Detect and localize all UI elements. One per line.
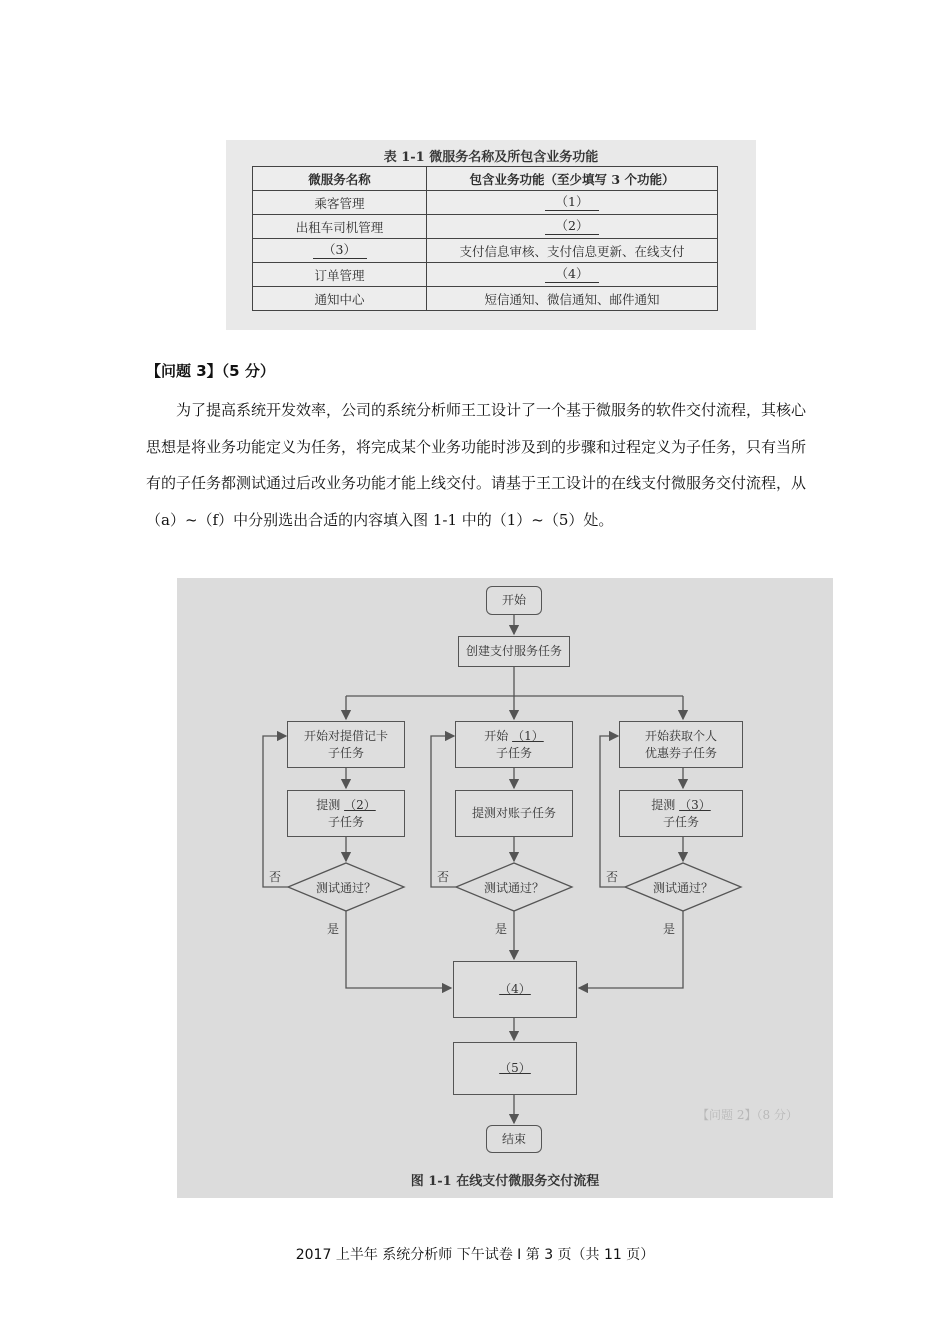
answer-blank: （2） [344, 797, 376, 812]
table-row [253, 287, 718, 311]
flow-col2-no-label: 否 [437, 870, 450, 884]
service-name-cell [253, 215, 427, 239]
service-functions-cell [427, 239, 718, 263]
flow-col2-yes-label: 是 [495, 922, 508, 936]
node-label: 开始对提借记卡 [303, 728, 388, 743]
node-label: 子任务 [662, 814, 699, 829]
table-row [253, 215, 718, 239]
flow-col2-decision-label: 测试通过？ [483, 881, 544, 895]
node-label: 提测对账子任务 [471, 806, 556, 820]
flow-col3-test-node [619, 790, 743, 837]
flow-col1-test-node [287, 790, 405, 837]
table-header-cell: 包含业务功能（至少填写 3 个功能） [427, 167, 718, 191]
service-name: 通知中心 [314, 291, 365, 307]
figure-caption: 图 1-1 在线支付微服务交付流程 [410, 1174, 600, 1189]
service-functions-cell [427, 191, 718, 215]
service-name-cell [253, 191, 427, 215]
answer-blank: （4） [499, 982, 531, 996]
service-functions: 支付信息审核、支付信息更新、在线支付 [459, 243, 685, 259]
question-body: 为了提高系统开发效率，公司的系统分析师王工设计了一个基于微服务的软件交付流程，其核心思想是将业务功能定义为任务，将完成某个业务功能时涉及到的步骤和过程定义为子任务，只有当所有的子任务都测试通过后改业务功能才能上线交付。请基于王工设计的在线支付微服务交付流程，从（a）~（f）中分别选出合适的内容填入图 1-1 中的（1）~（5）处。 [146, 401, 807, 529]
bleed-through-text: 【问题 2】（8 分） [697, 1108, 798, 1122]
table-scan-image [226, 140, 756, 330]
flow-merge-node [453, 961, 577, 1018]
node-label: 子任务 [327, 745, 364, 760]
flow-col1-decision-label: 测试通过？ [315, 881, 376, 895]
service-functions: 短信通知、微信通知、邮件通知 [484, 291, 660, 307]
flow-end-node [486, 1125, 542, 1153]
flow-col3-decision-label: 测试通过？ [652, 881, 713, 895]
flow-col1-no-label: 否 [269, 870, 282, 884]
answer-blank: （2） [545, 218, 599, 235]
table-header-cell: 微服务名称 [253, 167, 427, 191]
flow-col2-test-node [455, 790, 573, 837]
flow-col3-yes-label: 是 [663, 922, 676, 936]
node-label-prefix: 提测 [316, 797, 341, 812]
service-name: 出租车司机管理 [295, 219, 384, 235]
table-row [253, 191, 718, 215]
flow-create-task-node [458, 636, 570, 667]
node-label [316, 797, 375, 814]
flow-col1-start-node [287, 721, 405, 768]
flow-col1-yes-label: 是 [327, 922, 340, 936]
page-footer: 2017 上半年 系统分析师 下午试卷 I 第 3 页（共 11 页） [295, 1247, 655, 1263]
flow-col3-start-node [619, 721, 743, 768]
node-label: 结束 [501, 1131, 526, 1146]
node-label: 子任务 [327, 814, 364, 829]
node-label [484, 728, 543, 745]
question-heading: 【问题 3】（5 分） [146, 362, 275, 380]
node-label: 子任务 [495, 745, 532, 760]
table-caption: 表 1-1 微服务名称及所包含业务功能 [383, 150, 599, 165]
service-name-cell [253, 263, 427, 287]
answer-blank: （1） [545, 194, 599, 211]
flow-final-node [453, 1042, 577, 1095]
service-functions-cell [427, 215, 718, 239]
node-label: 创建支付服务任务 [465, 644, 562, 658]
service-functions-cell [427, 263, 718, 287]
service-name: 乘客管理 [314, 195, 365, 211]
table-row [253, 263, 718, 287]
service-name-cell [253, 239, 427, 263]
microservice-table [252, 166, 718, 311]
node-label: 优惠券子任务 [644, 745, 717, 760]
node-label-prefix: 开始 [484, 728, 509, 743]
flow-start-node [486, 586, 542, 615]
service-name-cell [253, 287, 427, 311]
answer-blank: （3） [313, 242, 367, 259]
flow-col3-no-label: 否 [606, 870, 619, 884]
flowchart-scan-image [177, 578, 833, 1198]
answer-blank: （1） [512, 728, 544, 743]
node-label: 开始获取个人 [644, 728, 717, 743]
table-header-row [253, 167, 718, 191]
node-label: 开始 [501, 593, 526, 607]
service-name: 订单管理 [314, 267, 365, 283]
node-label [651, 797, 710, 814]
service-functions-cell [427, 287, 718, 311]
node-label-prefix: 提测 [651, 797, 676, 812]
answer-blank: （3） [679, 797, 711, 812]
flow-col2-start-node [455, 721, 573, 768]
table-row [253, 239, 718, 263]
answer-blank: （4） [545, 266, 599, 283]
answer-blank: （5） [499, 1061, 531, 1075]
